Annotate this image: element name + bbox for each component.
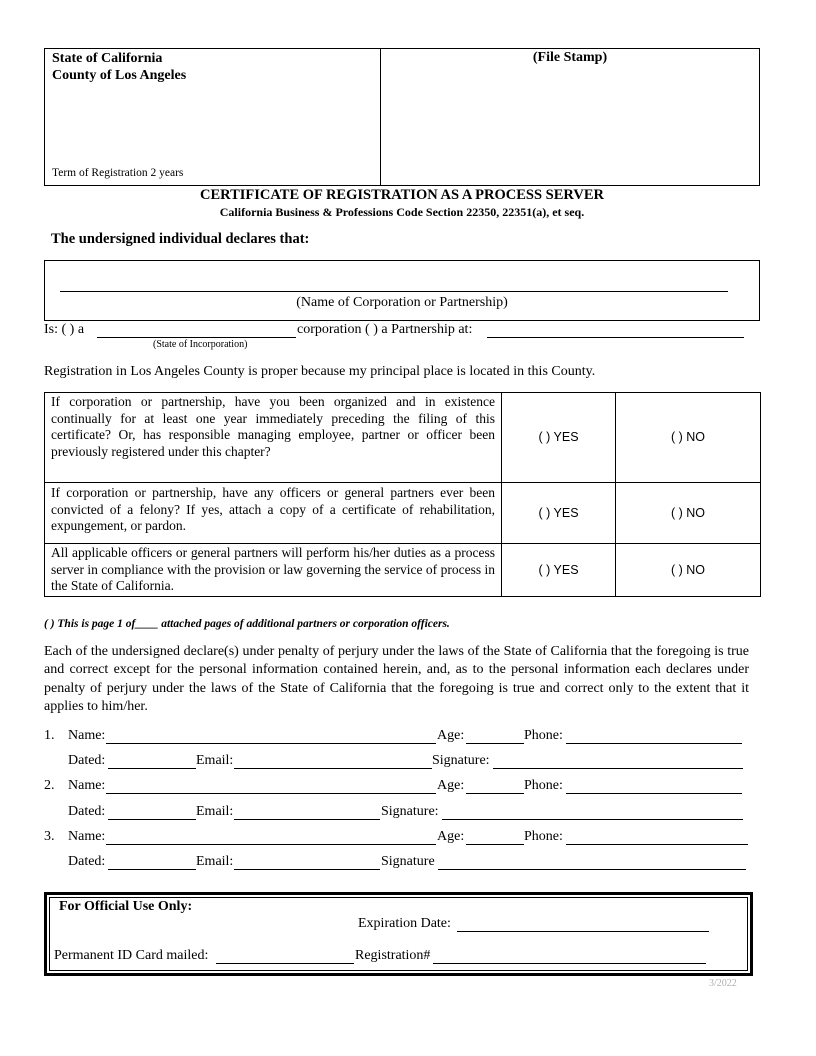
attached-pages-note: ( ) This is page 1 of____ attached pages of additional partners or corporation officers. bbox=[44, 618, 450, 630]
email-field[interactable] bbox=[234, 819, 380, 820]
email-label: Email: bbox=[196, 804, 234, 819]
email-label: Email: bbox=[196, 753, 234, 768]
question-row bbox=[45, 544, 761, 597]
name-field[interactable] bbox=[106, 844, 436, 845]
no-checkbox[interactable]: ( ) NO bbox=[616, 393, 761, 483]
no-checkbox[interactable]: ( ) NO bbox=[616, 544, 761, 597]
official-use-title: For Official Use Only: bbox=[59, 899, 193, 914]
dated-field[interactable] bbox=[108, 819, 196, 820]
signer-number: 1. bbox=[44, 728, 55, 743]
file-stamp-label: (File Stamp) bbox=[532, 50, 608, 65]
name-field[interactable] bbox=[106, 743, 436, 744]
signer-number: 3. bbox=[44, 829, 55, 844]
is-prefix: Is: ( ) a bbox=[44, 322, 85, 337]
certificate-title: CERTIFICATE OF REGISTRATION AS A PROCESS SERVER bbox=[199, 187, 604, 203]
registration-number-label: Registration# bbox=[355, 948, 431, 963]
phone-field[interactable] bbox=[566, 743, 742, 744]
state-of-incorporation-caption: (State of Incorporation) bbox=[153, 339, 248, 350]
signature-label: Signature: bbox=[381, 804, 439, 819]
dated-label: Dated: bbox=[68, 804, 106, 819]
header-divider bbox=[380, 48, 381, 186]
dated-label: Dated: bbox=[68, 854, 106, 869]
yes-checkbox[interactable]: ( ) YES bbox=[502, 393, 616, 483]
dated-label: Dated: bbox=[68, 753, 106, 768]
registration-number-field[interactable] bbox=[433, 963, 706, 964]
age-field[interactable] bbox=[466, 793, 524, 794]
permanent-id-label: Permanent ID Card mailed: bbox=[54, 948, 209, 963]
corporation-name-field[interactable] bbox=[60, 291, 728, 292]
question-text: If corporation or partnership, have you been organized and in existence continually for at least one year immediately preceding the filing of this certificate? Or, has responsible managing employee, partner or officer been previously registered under this chapter? bbox=[45, 393, 502, 483]
name-label: Name: bbox=[68, 778, 106, 793]
header-county: County of Los Angeles bbox=[52, 68, 187, 83]
signature-field[interactable] bbox=[442, 819, 743, 820]
declaration-paragraph: Each of the undersigned declare(s) under penalty of perjury under the laws of the State of California that the foregoing is true and correct except for the personal information contained herein, and, as to the personal information each declares under penalty of perjury under the laws of the State of California that the foregoing is true and correct only to the extent that it applies to him/her. bbox=[44, 644, 749, 714]
signature-label: Signature: bbox=[432, 753, 490, 768]
yes-checkbox[interactable]: ( ) YES bbox=[502, 544, 616, 597]
phone-label: Phone: bbox=[524, 728, 563, 743]
dated-field[interactable] bbox=[108, 869, 196, 870]
dated-field[interactable] bbox=[108, 768, 196, 769]
corporation-name-caption: (Name of Corporation or Partnership) bbox=[296, 295, 508, 310]
question-text: All applicable officers or general partners will perform his/her duties as a process server in compliance with the provision or law governing the service of process in the State of California. bbox=[45, 544, 502, 597]
expiration-date-field[interactable] bbox=[457, 931, 709, 932]
email-label: Email: bbox=[196, 854, 234, 869]
age-field[interactable] bbox=[466, 743, 524, 744]
declares-intro: The undersigned individual declares that: bbox=[51, 231, 310, 247]
signature-label: Signature bbox=[381, 854, 435, 869]
header-term: Term of Registration 2 years bbox=[52, 167, 184, 179]
name-label: Name: bbox=[68, 728, 106, 743]
question-row bbox=[45, 393, 761, 483]
header-state: State of California bbox=[52, 51, 163, 66]
partnership-address-field[interactable] bbox=[487, 337, 744, 338]
question-text: If corporation or partnership, have any officers or general partners ever been convicted of a felony? If yes, attach a copy of a certificate of rehabilitation, expungement, or pardon. bbox=[45, 483, 502, 544]
age-label: Age: bbox=[437, 778, 465, 793]
expiration-date-label: Expiration Date: bbox=[358, 916, 451, 931]
age-field[interactable] bbox=[466, 844, 524, 845]
question-row bbox=[45, 483, 761, 544]
name-label: Name: bbox=[68, 829, 106, 844]
signer-number: 2. bbox=[44, 778, 55, 793]
phone-label: Phone: bbox=[524, 829, 563, 844]
state-of-incorporation-field[interactable] bbox=[97, 337, 296, 338]
registration-statement: Registration in Los Angeles County is proper because my principal place is located in this County. bbox=[44, 364, 596, 379]
signature-field[interactable] bbox=[493, 768, 743, 769]
name-field[interactable] bbox=[106, 793, 436, 794]
revision-date: 3/2022 bbox=[709, 978, 737, 989]
signature-field[interactable] bbox=[438, 869, 746, 870]
corporation-partnership-label: corporation ( ) a Partnership at: bbox=[297, 322, 473, 337]
questions-table bbox=[44, 392, 761, 597]
email-field[interactable] bbox=[234, 768, 432, 769]
permanent-id-field[interactable] bbox=[216, 963, 354, 964]
certificate-subtitle: California Business & Professions Code Section 22350, 22351(a), et seq. bbox=[219, 205, 585, 219]
email-field[interactable] bbox=[234, 869, 380, 870]
phone-label: Phone: bbox=[524, 778, 563, 793]
phone-field[interactable] bbox=[566, 793, 742, 794]
yes-checkbox[interactable]: ( ) YES bbox=[502, 483, 616, 544]
phone-field[interactable] bbox=[566, 844, 748, 845]
age-label: Age: bbox=[437, 829, 465, 844]
no-checkbox[interactable]: ( ) NO bbox=[616, 483, 761, 544]
age-label: Age: bbox=[437, 728, 465, 743]
